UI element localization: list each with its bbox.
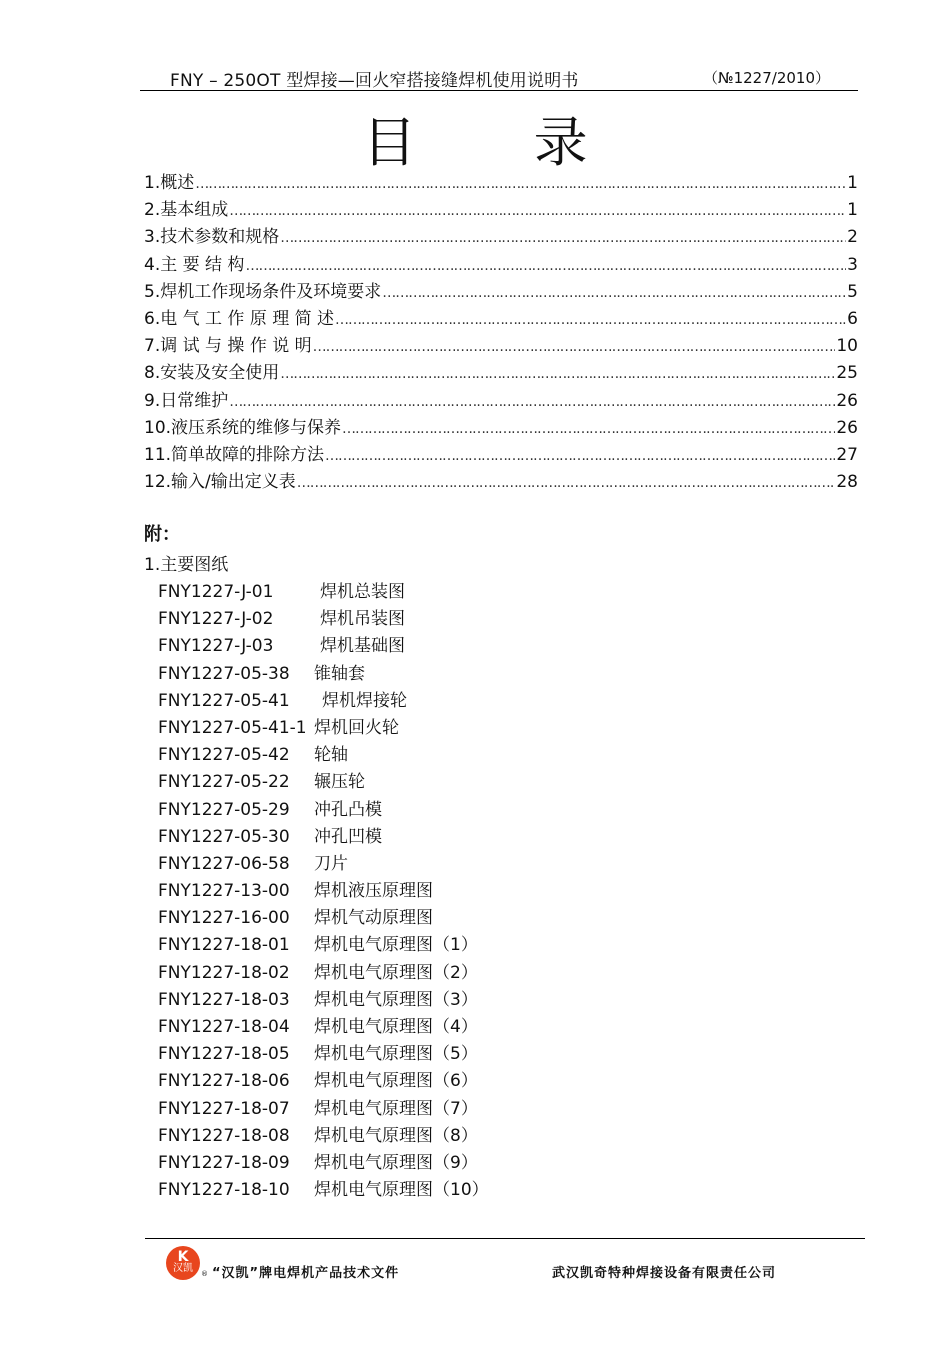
toc-entry-label: 12.输入/输出定义表: [144, 472, 296, 493]
drawing-code: FNY1227-18-09: [158, 1152, 290, 1173]
drawing-code: FNY1227-16-00: [158, 908, 290, 929]
toc-leader-dots: [229, 394, 835, 410]
toc-leader-dots: [342, 421, 835, 437]
drawing-code: FNY1227-18-06: [158, 1071, 290, 1092]
drawing-code: FNY1227-05-30: [158, 826, 290, 847]
toc-entry-label: 8.安装及安全使用: [144, 363, 280, 384]
drawing-entry: [158, 903, 758, 930]
drawing-name: 锥轴套: [314, 663, 365, 684]
toc-entry-label: 7.调 试 与 操 作 说 明: [144, 336, 312, 357]
drawing-code: FNY1227-18-10: [158, 1180, 290, 1201]
toc-page-number: 27: [836, 444, 858, 465]
drawing-entry: [158, 849, 758, 876]
document-title: FNY – 250OT 型焊接—回火窄搭接缝焊机使用说明书: [170, 71, 579, 91]
drawing-code: FNY1227-18-04: [158, 1017, 290, 1037]
toc-page-number: 1: [847, 173, 858, 193]
drawing-code: FNY1227-06-58: [158, 853, 290, 874]
drawing-name: 焊机气动原理图: [314, 908, 433, 929]
toc-entry[interactable]: [144, 222, 858, 249]
drawing-code: FNY1227-05-41: [158, 690, 290, 711]
toc-page-number: 5: [847, 281, 858, 302]
drawing-list: [158, 577, 758, 1202]
drawing-entry: [158, 686, 758, 713]
drawing-name: 焊机电气原理图（3）: [314, 989, 478, 1010]
drawing-code: FNY1227-05-22: [158, 772, 290, 793]
footer-divider: [145, 1238, 865, 1239]
toc-page-number: 10: [836, 336, 858, 357]
drawing-entry: [158, 1148, 758, 1175]
document-number: （№1227/2010）: [702, 69, 830, 87]
drawing-code: FNY1227-05-29: [158, 799, 290, 820]
logo-text: 汉凯: [173, 1263, 193, 1274]
toc-entry-label: 11.简单故障的排除方法: [144, 444, 325, 465]
drawing-code: FNY1227-J-03: [158, 636, 274, 657]
drawing-code: FNY1227-18-01: [158, 935, 290, 956]
drawing-name: 焊机电气原理图（10）: [314, 1180, 489, 1201]
toc-leader-dots: [245, 258, 846, 274]
drawing-code: FNY1227-18-03: [158, 989, 290, 1010]
drawing-name: 焊机电气原理图（6）: [314, 1071, 478, 1092]
drawing-code: FNY1227-18-05: [158, 1044, 290, 1065]
toc-leader-dots: [335, 312, 846, 328]
drawing-code: FNY1227-13-00: [158, 881, 290, 902]
drawing-entry: [158, 985, 758, 1012]
drawing-name: 焊机总装图: [320, 582, 405, 602]
drawing-code: FNY1227-05-41-1: [158, 717, 307, 738]
toc-leader-dots: [382, 285, 846, 301]
toc-title: 目 录: [362, 111, 638, 174]
drawing-entry: [158, 1121, 758, 1148]
drawing-name: 焊机电气原理图（5）: [314, 1044, 478, 1065]
toc-entry-label: 3.技术参数和规格: [144, 227, 280, 248]
page-header: [140, 62, 858, 91]
drawing-entry: [158, 958, 758, 985]
drawing-entry: [158, 767, 758, 794]
drawing-name: 焊机电气原理图（2）: [314, 962, 478, 983]
toc-page-number: 2: [847, 227, 858, 248]
drawing-name: 冲孔凹模: [314, 826, 382, 847]
toc-page-number: 28: [836, 472, 858, 493]
drawing-name: 焊机基础图: [320, 636, 405, 657]
toc-leader-dots: [280, 366, 835, 382]
drawing-entry: [158, 1039, 758, 1066]
toc-leader-dots: [280, 230, 846, 246]
drawing-name: 焊机电气原理图（8）: [314, 1125, 478, 1146]
appendix-heading: 附：: [144, 524, 180, 545]
toc-entry-label: 4.主 要 结 构: [144, 254, 245, 275]
drawing-name: 辗压轮: [314, 772, 365, 793]
table-of-contents: [144, 168, 858, 494]
drawing-entry: [158, 713, 758, 740]
footer-company-name: 武汉凯奇特种焊接设备有限责任公司: [552, 1266, 777, 1281]
toc-entry[interactable]: [144, 304, 858, 331]
toc-leader-dots: [297, 475, 836, 491]
drawing-entry: [158, 930, 758, 957]
drawing-name: 轮轴: [314, 745, 348, 766]
drawing-entry: [158, 604, 758, 631]
drawing-entry: [158, 822, 758, 849]
drawing-code: FNY1227-J-01: [158, 582, 274, 602]
toc-page-number: 25: [836, 363, 858, 384]
toc-entry[interactable]: [144, 195, 858, 222]
drawing-name: 焊机液压原理图: [314, 881, 433, 902]
drawing-entry: [158, 1066, 758, 1093]
drawing-entry: [158, 1012, 758, 1039]
drawing-name: 冲孔凸模: [314, 799, 382, 820]
drawing-entry: [158, 876, 758, 903]
toc-leader-dots: [325, 448, 835, 464]
toc-entry[interactable]: [144, 331, 858, 358]
toc-leader-dots: [313, 339, 836, 355]
toc-entry[interactable]: [144, 413, 858, 440]
toc-leader-dots: [195, 176, 846, 192]
drawing-entry: [158, 795, 758, 822]
toc-entry-label: 2.基本组成: [144, 200, 229, 221]
drawing-code: FNY1227-05-38: [158, 663, 290, 684]
drawing-code: FNY1227-18-08: [158, 1125, 290, 1146]
drawing-entry: [158, 577, 758, 604]
company-logo-icon: [166, 1246, 200, 1280]
drawing-name: 焊机电气原理图（4）: [314, 1017, 478, 1037]
registered-mark: ®: [201, 1270, 208, 1278]
toc-entry-label: 6.电 气 工 作 原 理 简 述: [144, 308, 335, 329]
drawing-name: 刀片: [314, 853, 348, 874]
toc-entry[interactable]: [144, 277, 858, 304]
toc-entry-label: 5.焊机工作现场条件及环境要求: [144, 281, 382, 302]
drawing-code: FNY1227-05-42: [158, 745, 290, 766]
toc-page-number: 26: [836, 417, 858, 438]
toc-page-number: 6: [847, 308, 858, 329]
toc-page-number: 3: [847, 254, 858, 275]
toc-entry-label: 1.概述: [144, 173, 195, 193]
footer-brand-text: “汉凯”牌电焊机产品技术文件: [212, 1266, 400, 1281]
drawing-name: 焊机电气原理图（7）: [314, 1098, 478, 1119]
drawing-name: 焊机回火轮: [314, 717, 399, 738]
drawing-entry: [158, 740, 758, 767]
drawing-entry: [158, 1175, 758, 1202]
toc-entry-label: 10.液压系统的维修与保养: [144, 417, 342, 438]
drawing-code: FNY1227-18-07: [158, 1098, 290, 1119]
toc-entry[interactable]: [144, 386, 858, 413]
drawing-code: FNY1227-J-02: [158, 609, 274, 630]
toc-entry[interactable]: [144, 440, 858, 467]
drawing-name: 焊机电气原理图（1）: [314, 935, 478, 956]
drawing-name: 焊机电气原理图（9）: [314, 1152, 478, 1173]
drawing-entry: [158, 659, 758, 686]
toc-page-number: 26: [836, 390, 858, 411]
drawing-code: FNY1227-18-02: [158, 962, 290, 983]
toc-entry[interactable]: [144, 250, 858, 277]
drawing-entry: [158, 631, 758, 658]
toc-entry[interactable]: [144, 168, 858, 195]
toc-page-number: 1: [847, 200, 858, 221]
drawing-name: 焊机吊装图: [320, 609, 405, 630]
appendix-subheading: 1.主要图纸: [144, 555, 229, 575]
toc-entry[interactable]: [144, 358, 858, 385]
logo-letter: K: [177, 1249, 189, 1265]
toc-leader-dots: [229, 203, 846, 219]
drawing-entry: [158, 1094, 758, 1121]
toc-entry-label: 9.日常维护: [144, 390, 229, 411]
drawing-name: 焊机焊接轮: [322, 690, 407, 711]
toc-entry[interactable]: [144, 467, 858, 494]
